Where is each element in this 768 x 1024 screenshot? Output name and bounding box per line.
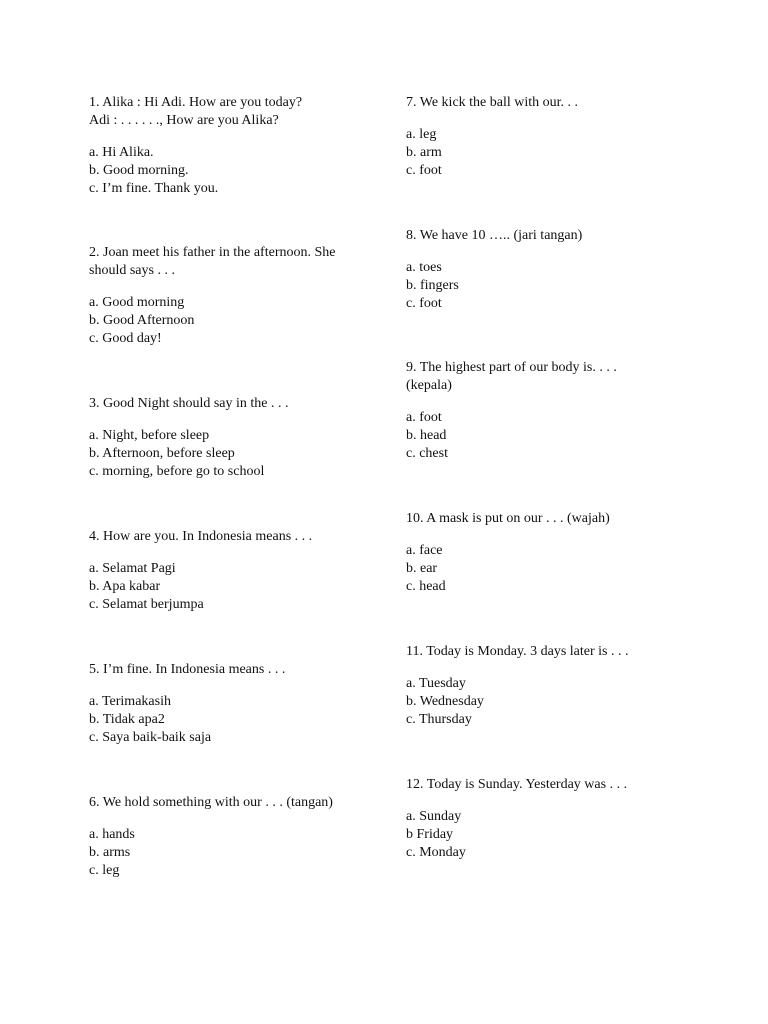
option-b: b. Wednesday xyxy=(406,694,484,709)
question-prompt: 5. I’m fine. In Indonesia means . . . xyxy=(89,662,286,677)
option-b: b. ear xyxy=(406,561,438,576)
option-b: b Friday xyxy=(406,827,454,842)
question-prompt-continued: (kepala) xyxy=(406,378,452,393)
option-a: a. Tuesday xyxy=(406,676,466,691)
option-a: a. Good morning xyxy=(89,295,185,310)
answer-options xyxy=(89,693,389,747)
question-8 xyxy=(406,227,706,313)
option-a: a. toes xyxy=(406,260,442,275)
answer-options xyxy=(406,409,706,463)
option-b: b. Good Afternoon xyxy=(89,313,195,328)
question-prompt: 1. Alika : Hi Adi. How are you today? xyxy=(89,95,303,110)
question-11 xyxy=(406,643,706,729)
question-prompt-continued: should says . . . xyxy=(89,263,175,278)
answer-options xyxy=(406,808,706,862)
question-6 xyxy=(89,794,389,880)
answer-options xyxy=(406,542,706,596)
answer-options xyxy=(89,826,389,880)
option-a: a. face xyxy=(406,543,443,558)
option-b: b. arms xyxy=(89,845,131,860)
option-c: c. Monday xyxy=(406,845,466,860)
option-a: a. Sunday xyxy=(406,809,462,824)
option-a: a. Night, before sleep xyxy=(89,428,210,443)
option-b: b. Good morning. xyxy=(89,163,189,178)
option-c: c. Saya baik-baik saja xyxy=(89,730,212,745)
answer-options xyxy=(406,126,706,180)
option-a: a. hands xyxy=(89,827,135,842)
option-b: b. arm xyxy=(406,145,442,160)
option-c: c. foot xyxy=(406,163,442,178)
option-c: c. head xyxy=(406,579,446,594)
question-5 xyxy=(89,661,389,747)
answer-options xyxy=(89,144,389,198)
question-3 xyxy=(89,395,389,481)
option-b: b. Afternoon, before sleep xyxy=(89,446,235,461)
question-prompt-continued: Adi : . . . . . ., How are you Alika? xyxy=(89,113,279,128)
option-b: b. head xyxy=(406,428,447,443)
question-prompt: 7. We kick the ball with our. . . xyxy=(406,95,579,110)
option-a: a. foot xyxy=(406,410,442,425)
answer-options xyxy=(406,259,706,313)
answer-options xyxy=(406,675,706,729)
question-1 xyxy=(89,94,389,198)
question-prompt: 3. Good Night should say in the . . . xyxy=(89,396,289,411)
question-4 xyxy=(89,528,389,614)
option-c: c. Good day! xyxy=(89,331,162,346)
question-10 xyxy=(406,510,706,596)
option-b: b. Tidak apa2 xyxy=(89,712,165,727)
question-prompt: 11. Today is Monday. 3 days later is . . . xyxy=(406,644,629,659)
question-prompt: 12. Today is Sunday. Yesterday was . . . xyxy=(406,777,628,792)
question-prompt: 6. We hold something with our . . . (tangan) xyxy=(89,795,333,810)
answer-options xyxy=(89,560,389,614)
option-c: c. chest xyxy=(406,446,448,461)
question-prompt: 2. Joan meet his father in the afternoon. She xyxy=(89,245,336,260)
question-prompt: 8. We have 10 ….. (jari tangan) xyxy=(406,228,583,243)
option-a: a. Selamat Pagi xyxy=(89,561,176,576)
option-a: a. Hi Alika. xyxy=(89,145,154,160)
option-a: a. Terimakasih xyxy=(89,694,171,709)
question-2 xyxy=(89,244,389,348)
option-c: c. leg xyxy=(89,863,120,878)
answer-options xyxy=(89,427,389,481)
answer-options xyxy=(89,294,389,348)
question-9 xyxy=(406,359,706,463)
question-prompt: 10. A mask is put on our . . . (wajah) xyxy=(406,511,610,526)
option-c: c. morning, before go to school xyxy=(89,464,265,479)
question-7 xyxy=(406,94,706,180)
option-c: c. I’m fine. Thank you. xyxy=(89,181,219,196)
option-a: a. leg xyxy=(406,127,437,142)
option-c: c. Selamat berjumpa xyxy=(89,597,204,612)
question-prompt: 9. The highest part of our body is. . . . xyxy=(406,360,617,375)
option-c: c. Thursday xyxy=(406,712,472,727)
option-b: b. fingers xyxy=(406,278,459,293)
question-12 xyxy=(406,776,706,862)
option-b: b. Apa kabar xyxy=(89,579,161,594)
option-c: c. foot xyxy=(406,296,442,311)
question-prompt: 4. How are you. In Indonesia means . . . xyxy=(89,529,313,544)
